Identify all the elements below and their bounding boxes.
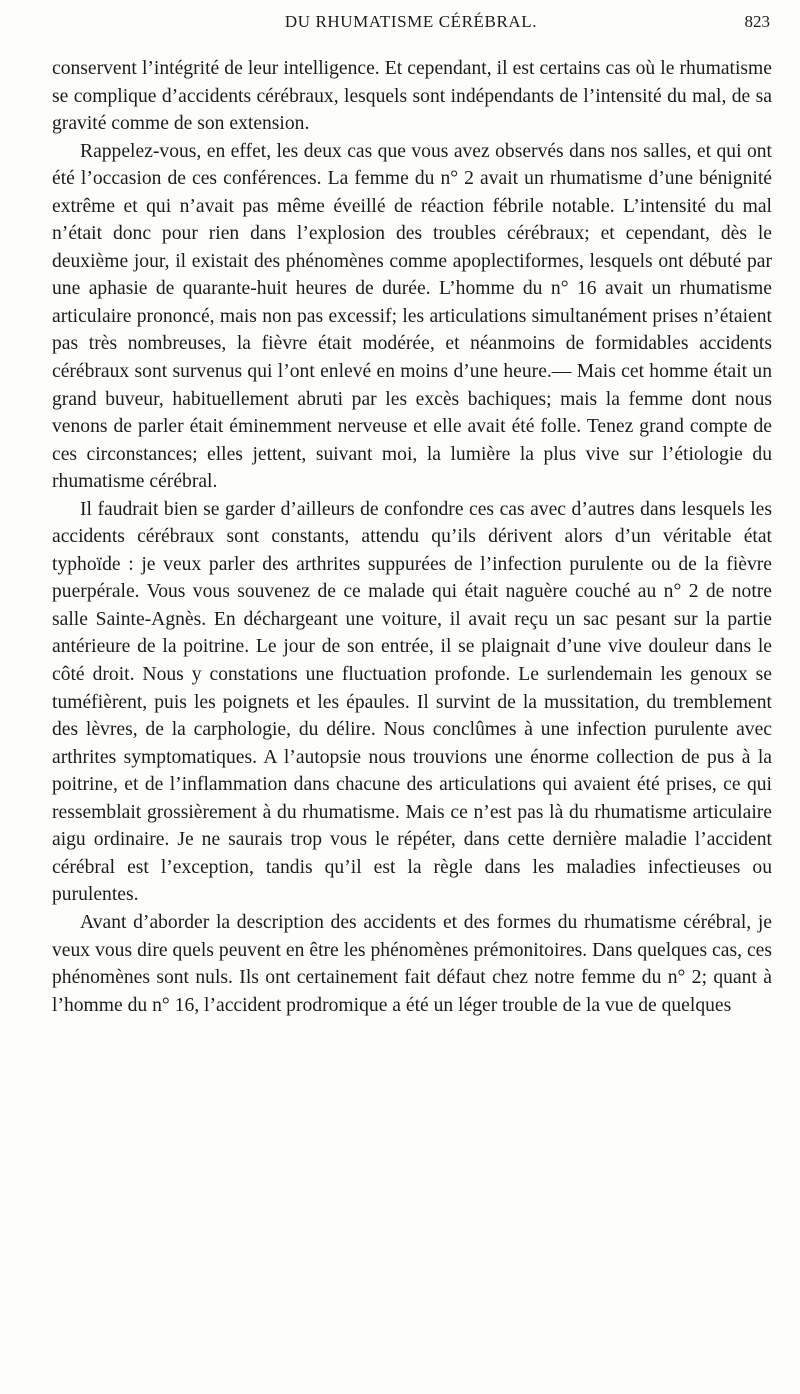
paragraph-premonitory-signs: Avant d’aborder la description des accidents et des formes du rhumatisme cérébral, je veux vous dire quels peuvent en être les phénomènes prémonitoires. Dans quelques cas, ces phénomènes sont nuls. Ils ont certainement fait défaut chez notre femme du n° 2; quant à l’homme du n° 16, l’accident prodromique a été un léger trouble de la vue de quelques <box>52 911 772 1016</box>
running-title: DU RHUMATISME CÉRÉBRAL. <box>284 12 538 31</box>
page-header <box>52 8 770 42</box>
paragraph-purulent-infection: Il faudrait bien se garder d’ailleurs de confondre ces cas avec d’autres dans lesquels les accidents cérébraux sont constants, attendu qu’ils dérivent alors d’un véritable état typhoïde : je veux parler des arthrites suppurées de l’infection purulente ou de la fièvre puerpérale. Vous vous souvenez de ce malade qui était naguère couché au n° 2 de notre salle Sainte-Agnès. En déchargeant une voiture, il avait reçu un sac pesant sur la partie antérieure de la poitrine. Le jour de son entrée, il se plaignait d’une vive douleur dans le côté droit. Nous y constations une fluctuation profonde. Le surlendemain les genoux se tuméfièrent, puis les poignets et les épaules. Il survint de la mussitation, du tremblement des lèvres, de la carphologie, du délire. Nous conclûmes à une infection purulente avec arthrites symptomatiques. A l’autopsie nous trouvions une énorme collection de pus à la poitrine, et de l’inflammation dans chacune des articulations qui avaient été prises, ce qui ressemblait grossièrement à du rhumatisme. Mais ce n’est pas là du rhumatisme articulaire aigu ordinaire. Je ne saurais trop vous le répéter, dans cette dernière maladie l’accident cérébral est l’exception, tandis qu’il est la règle dans les maladies infectieuses ou purulentes. <box>52 498 772 906</box>
page-number: 823 <box>744 12 770 31</box>
paragraph-continued: conservent l’intégrité de leur intelligence. Et cependant, il est certains cas où le rhumatisme se complique d’accidents cérébraux, lesquels sont indépendants de l’intensité du mal, de sa gravité comme de son extension. <box>52 58 772 135</box>
paragraph-two-cases: Rappelez-vous, en effet, les deux cas que vous avez observés dans nos salles, et qui ont été l’occasion de ces conférences. La femme du n° 2 avait un rhumatisme d’une bénignité extrême et qui n’avait pas même éveillé de réaction fébrile notable. L’intensité du mal n’était donc pour rien dans l’explosion des troubles cérébraux; et cependant, dès le deuxième jour, il existait des phénomènes comme apoplectiformes, lesquels ont débuté par une aphasie de quarante-huit heures de durée. L’homme du n° 16 avait un rhumatisme articulaire prononcé, mais non pas excessif; les articulations simultanément prises n’étaient pas très nombreuses, la fièvre était modérée, et néanmoins de formidables accidents cérébraux sont survenus qui l’ont enlevé en moins d’une heure.— Mais cet homme était un grand buveur, habituellement abruti par les excès bachiques; mais la femme dont nous venons de parler était éminemment nerveuse et elle avait été folle. Tenez grand compte de ces circonstances; elles jettent, suivant moi, la lumière la plus vive sur l’étiologie du rhumatisme cérébral. <box>52 140 772 493</box>
body-text <box>52 55 772 1019</box>
